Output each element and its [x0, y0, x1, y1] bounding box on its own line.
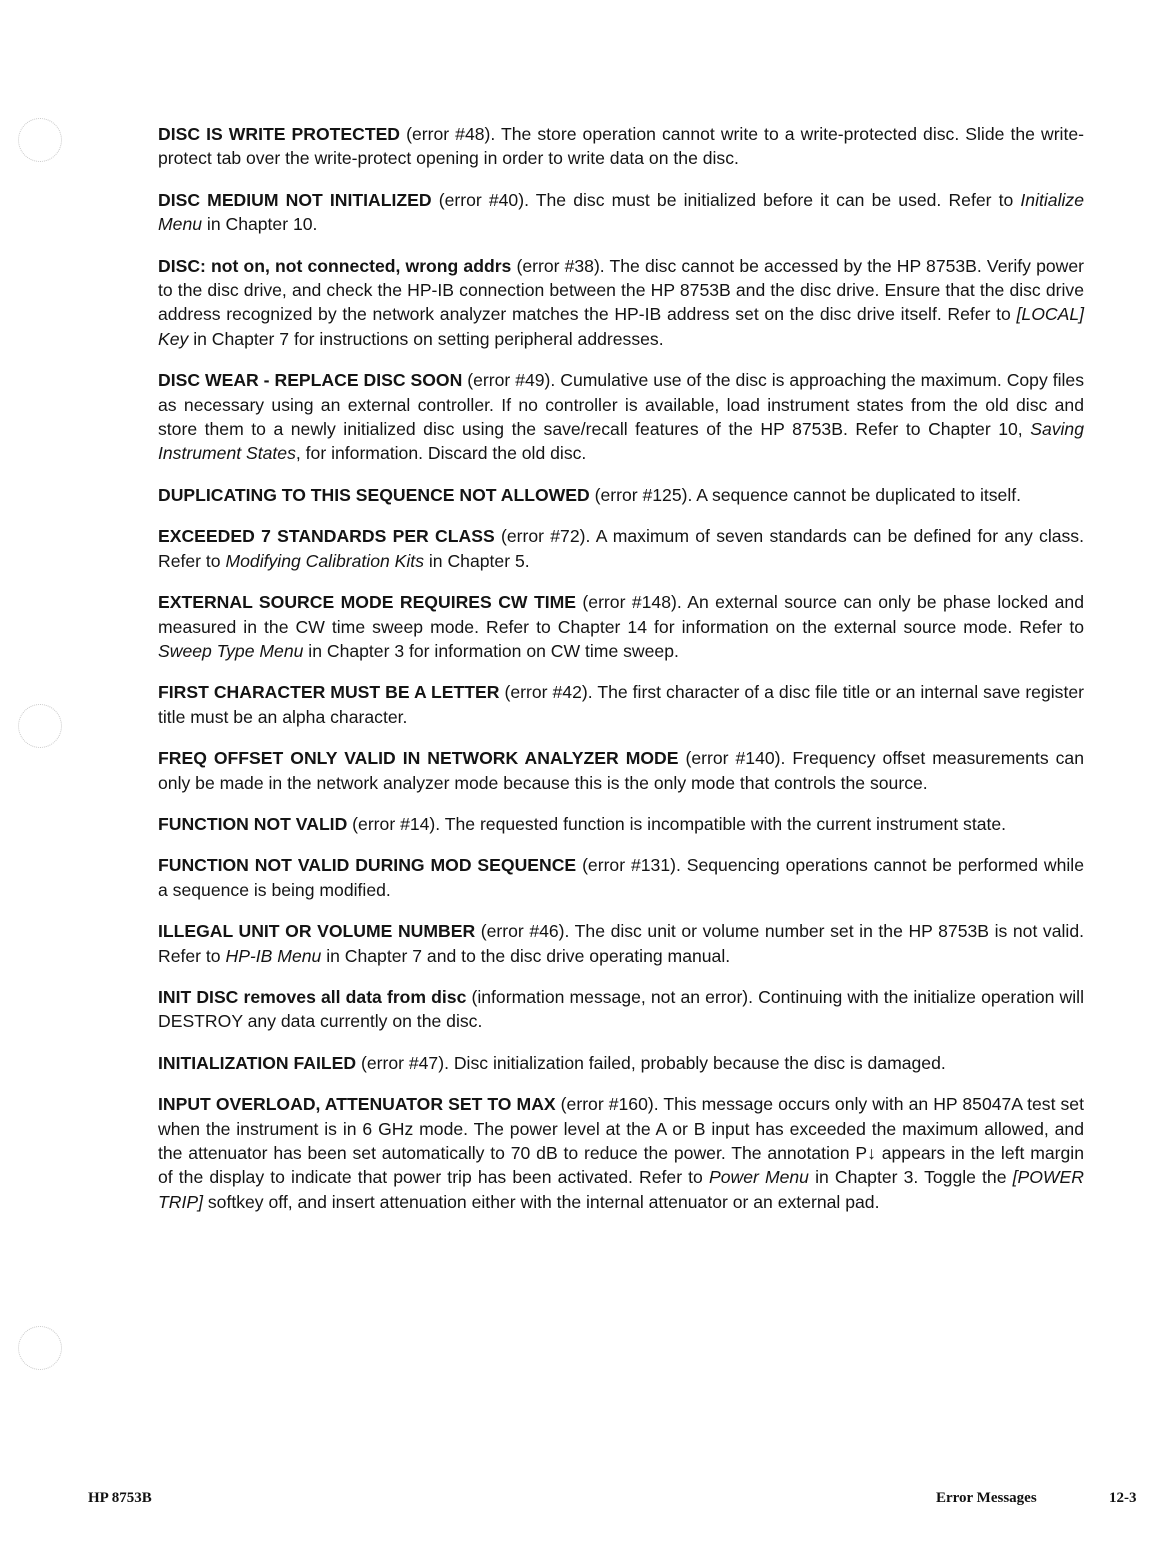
error-term: INPUT OVERLOAD, ATTENUATOR SET TO MAX — [158, 1094, 556, 1115]
error-entry — [158, 524, 1084, 573]
error-term: INITIALIZATION FAILED — [158, 1052, 357, 1073]
description-text: (error #42). The first character of a disc file title or an internal save register title must be an alpha character. — [158, 682, 1084, 727]
error-term: FUNCTION NOT VALID — [158, 813, 348, 834]
description-text: (error #125). A sequence cannot be duplicated to itself. — [589, 484, 1022, 505]
footer-page-number: 12-3 — [1109, 1490, 1137, 1506]
error-entry — [158, 853, 1084, 902]
error-entry — [158, 812, 1084, 836]
error-entry — [158, 1092, 1084, 1214]
description-text: in Chapter 5. — [424, 550, 530, 571]
description-text: in Chapter 3 for information on CW time sweep. — [303, 640, 679, 661]
reference-text: Saving Instrument States — [158, 419, 1084, 464]
reference-text: [LOCAL] Key — [158, 304, 1084, 349]
description-text: (error #47). Disc initialization failed, probably because the disc is damaged. — [356, 1052, 946, 1073]
error-term: FREQ OFFSET ONLY VALID IN NETWORK ANALYZER MODE — [158, 748, 679, 769]
description-text: (error #148). An external source can only be phase locked and measured in the CW time sweep mode. Refer to Chapter 14 for information on the external source mode. Refer to — [158, 592, 1084, 637]
description-text: (error #46). The disc unit or volume number set in the HP 8753B is not valid. Refer to — [158, 921, 1084, 966]
error-term: FIRST CHARACTER MUST BE A LETTER — [158, 682, 500, 703]
description-text: (information message, not an error). Continuing with the initialize operation will DESTROY any data currently on the disc. — [158, 986, 1084, 1032]
description-text: (error #160). This message occurs only with an HP 85047A test set when the instrument is in 6 GHz mode. The power level at the A or B input has exceeded the maximum allowed, and the attenuator has been set automatically to 70 dB to reduce the power. The annotation P↓ appears in the left margin of the display to indicate that power trip has been activated. Refer to — [158, 1094, 1084, 1188]
reference-text: Initialize Menu — [158, 189, 1084, 235]
error-term: FUNCTION NOT VALID DURING MOD SEQUENCE — [158, 855, 577, 876]
error-term: DISC WEAR - REPLACE DISC SOON — [158, 370, 463, 391]
error-term: DISC IS WRITE PROTECTED — [158, 124, 401, 144]
description-text: (error #14). The requested function is incompatible with the current instrument state. — [347, 813, 1007, 834]
reference-text: Power Menu — [708, 1167, 809, 1188]
reference-text: [POWER TRIP] — [158, 1167, 1084, 1212]
error-term: INIT DISC removes all data from disc — [158, 986, 467, 1007]
description-text: (error #38). The disc cannot be accessed by the HP 8753B. Verify power to the disc drive, and check the HP-IB connection between the HP 8753B and the disc drive. Ensure that the disc drive address recognized by the network analyzer matches the HP-IB address set on the disc drive itself. Refer to — [158, 255, 1084, 325]
description-text: (error #40). The disc must be initialized before it can be used. Refer to — [431, 189, 1021, 210]
description-text: in Chapter 3. Toggle the — [808, 1167, 1013, 1188]
description-text: (error #48). The store operation cannot write to a write-protected disc. Slide the write-protect tab over the write-protect opening in order to write data on the disc. — [158, 124, 1084, 169]
error-entry — [158, 590, 1084, 663]
error-message-list — [158, 122, 1084, 1231]
error-term: ILLEGAL UNIT OR VOLUME NUMBER — [158, 921, 476, 942]
description-text: , for information. Discard the old disc. — [295, 443, 587, 464]
description-text: (error #140). Frequency offset measurements can only be made in the network analyzer mode because this is the only mode that controls the source. — [158, 748, 1084, 793]
error-term: EXTERNAL SOURCE MODE REQUIRES CW TIME — [158, 592, 576, 613]
reference-text: Modifying Calibration Kits — [225, 550, 424, 571]
description-text: (error #131). Sequencing operations cannot be performed while a sequence is being modified. — [158, 855, 1084, 900]
description-text: (error #72). A maximum of seven standards can be defined for any class. Refer to — [158, 526, 1084, 571]
reference-text: HP-IB Menu — [225, 945, 322, 966]
error-entry — [158, 368, 1084, 466]
error-entry — [158, 919, 1084, 968]
error-entry — [158, 680, 1084, 729]
error-entry — [158, 254, 1084, 352]
footer-section-title: Error Messages — [936, 1490, 1037, 1506]
error-entry — [158, 1051, 1084, 1075]
binder-hole-middle — [18, 704, 62, 748]
error-entry — [158, 483, 1084, 507]
binder-hole-bottom — [18, 1326, 62, 1370]
reference-text: Sweep Type Menu — [158, 640, 304, 661]
description-text: softkey off, and insert attenuation either with the internal attenuator or an external pad. — [202, 1191, 880, 1212]
error-term: DUPLICATING TO THIS SEQUENCE NOT ALLOWED — [158, 484, 590, 505]
description-text: (error #49). Cumulative use of the disc is approaching the maximum. Copy files as necessary using an external controller. If no controller is available, load instrument states from the old disc and store them to a newly initialized disc using the save/recall features of the HP 8753B. Refer to Chapter 10, — [158, 370, 1084, 440]
footer-product: HP 8753B — [88, 1490, 152, 1506]
error-entry — [158, 746, 1084, 795]
error-entry — [158, 122, 1084, 171]
description-text: in Chapter 7 and to the disc drive operating manual. — [321, 945, 731, 966]
error-entry — [158, 188, 1084, 237]
error-term: DISC: not on, not connected, wrong addrs — [158, 255, 512, 276]
description-text: in Chapter 7 for instructions on setting peripheral addresses. — [188, 328, 664, 349]
binder-hole-top — [18, 118, 62, 162]
error-term: EXCEEDED 7 STANDARDS PER CLASS — [158, 526, 495, 547]
error-entry — [158, 985, 1084, 1034]
error-term: DISC MEDIUM NOT INITIALIZED — [158, 189, 432, 210]
description-text: in Chapter 10. — [202, 214, 318, 235]
